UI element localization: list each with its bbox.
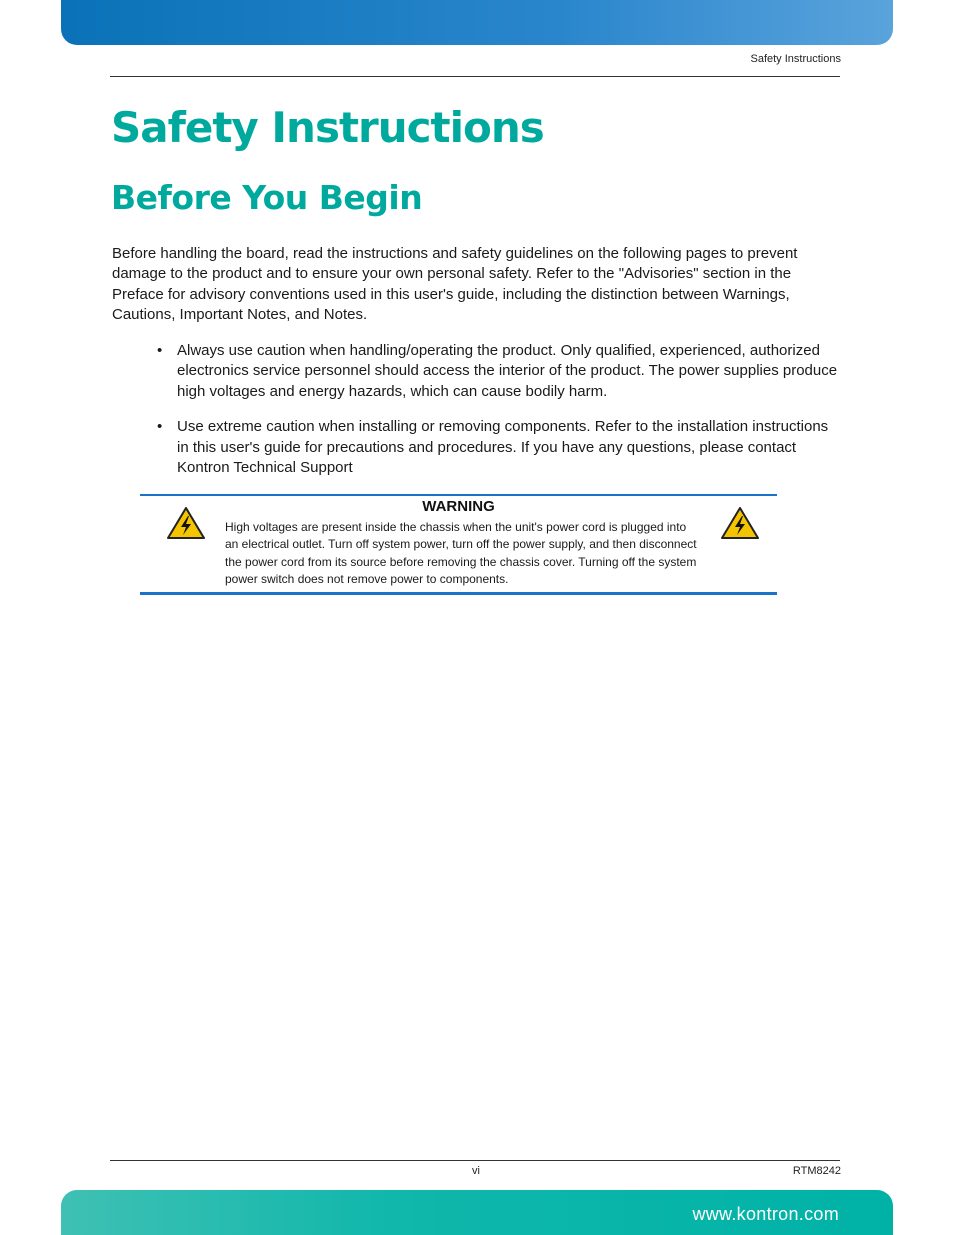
intro-paragraph: Before handling the board, read the instructions and safety guidelines on the following pages to prevent damage to the product and to ensure your own personal safety. Refer to the "Advisories" section in the Preface for advisory conventions used in this user's guide, including the distinction between Warnings, Cautions, Important Notes, and Notes.	[112, 245, 798, 324]
warning-title: WARNING	[422, 498, 495, 515]
high-voltage-warning-icon	[720, 506, 760, 540]
website-link[interactable]: www.kontron.com	[692, 1204, 839, 1224]
safety-bullet-list	[112, 341, 842, 493]
bottom-banner	[61, 1190, 893, 1235]
bullet-text: Always use caution when handling/operating the product. Only qualified, experienced, authorized electronics service personnel should access the interior of the product. The power supplies produce high voltages and energy hazards, which can cause bodily harm.	[177, 342, 838, 400]
top-banner	[61, 0, 893, 45]
document-id: RTM8242	[792, 1165, 841, 1177]
bullet-marker: •	[157, 342, 163, 359]
warning-box	[140, 494, 777, 595]
list-item	[112, 341, 842, 402]
bullet-text: Use extreme caution when installing or removing components. Refer to the installation instructions in this user's guide for precautions and procedures. If you have any questions, please contact Kontron Technical Support	[177, 418, 829, 477]
page-number: vi	[472, 1165, 480, 1177]
list-item	[112, 417, 842, 478]
bullet-marker: •	[157, 418, 163, 436]
page-title: Safety Instructions	[111, 103, 544, 152]
warning-text: High voltages are present inside the chassis when the unit's power cord is plugged into an electrical outlet. Turn off system power, turn off the power supply, and then disconnect the power cord from its source before removing the chassis cover. Turning off the system power switch does not remove power to components.	[225, 520, 697, 586]
header-section-label: Safety Instructions	[750, 53, 841, 65]
header-divider	[110, 76, 840, 77]
section-heading: Before You Begin	[111, 178, 423, 217]
footer-divider	[110, 1160, 840, 1161]
